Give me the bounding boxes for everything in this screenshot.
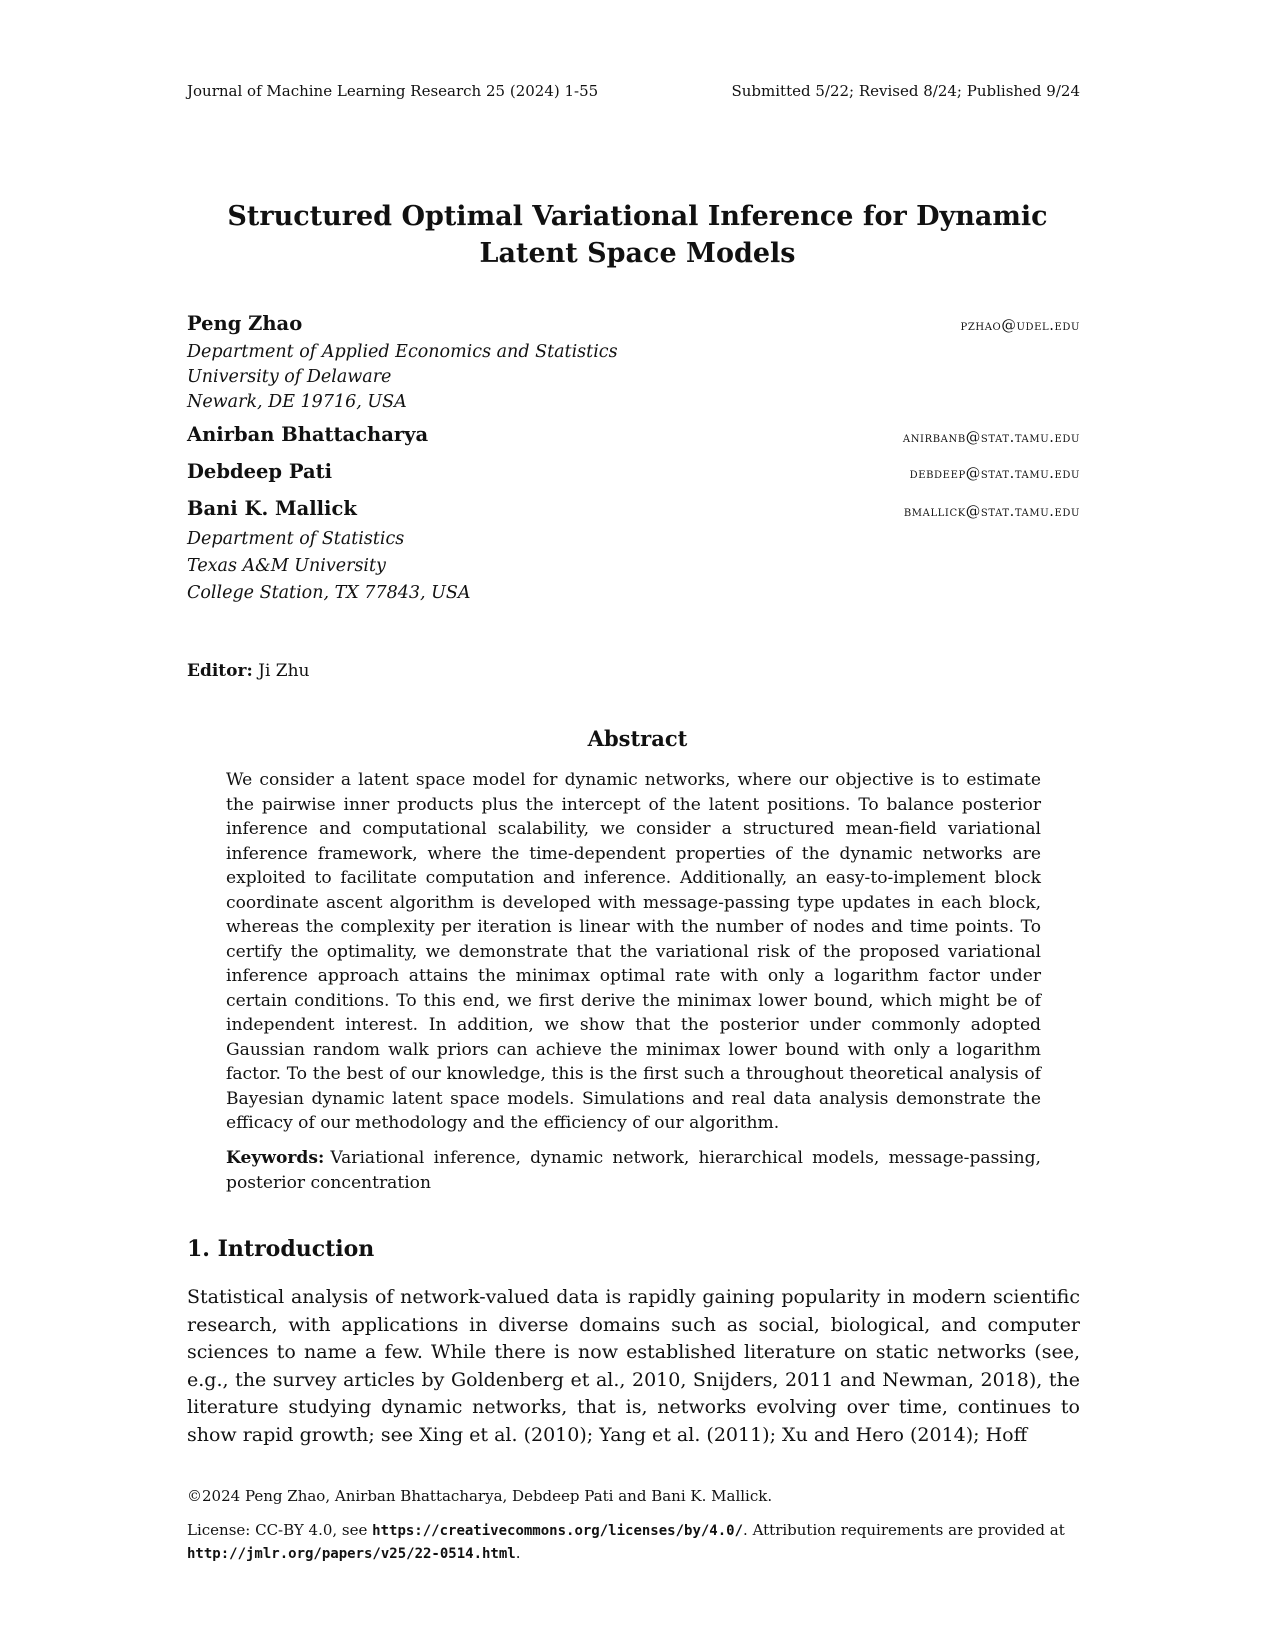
author-name: Peng Zhao bbox=[187, 312, 303, 335]
keywords bbox=[226, 1146, 1041, 1195]
author-name: Anirban Bhattacharya bbox=[187, 423, 429, 446]
abstract-heading: Abstract bbox=[587, 726, 688, 751]
keywords-label: Keywords: bbox=[226, 1148, 325, 1168]
license-mid: . Attribution requirements are provided at bbox=[743, 1521, 1065, 1539]
copyright-notice: ©2024 Peng Zhao, Anirban Bhattacharya, Debdeep Pati and Bani K. Mallick. bbox=[187, 1487, 773, 1505]
affiliation-line: Department of Applied Economics and Statistics bbox=[187, 342, 618, 362]
author-email[interactable]: pzhao@udel.edu bbox=[960, 318, 1080, 334]
license-link[interactable]: https://creativecommons.org/licenses/by/4.0/ bbox=[372, 1523, 744, 1539]
title-line-2: Latent Space Models bbox=[479, 238, 796, 269]
affiliation-line: Texas A&M University bbox=[187, 556, 386, 576]
author-email[interactable]: bmallick@stat.tamu.edu bbox=[903, 504, 1080, 520]
license-prefix: License: CC-BY 4.0, see bbox=[187, 1521, 373, 1539]
affiliation-line: University of Delaware bbox=[187, 367, 392, 387]
keywords-list: Variational inference, dynamic network, hierarchical models, message-passing, posterior concentration bbox=[226, 1148, 1041, 1193]
author-affiliation bbox=[187, 340, 618, 415]
paper-title bbox=[180, 198, 1095, 272]
affiliation-line: Department of Statistics bbox=[187, 529, 405, 549]
license-notice bbox=[187, 1519, 1077, 1565]
author-name: Bani K. Mallick bbox=[187, 497, 357, 520]
journal-header: Journal of Machine Learning Research 25 (2024) 1-55 bbox=[187, 82, 599, 100]
affiliation-line: College Station, TX 77843, USA bbox=[187, 583, 471, 603]
section-heading: 1. Introduction bbox=[187, 1236, 375, 1262]
author-email[interactable]: anirbanb@stat.tamu.edu bbox=[902, 430, 1080, 446]
paper-link[interactable]: http://jmlr.org/papers/v25/22-0514.html bbox=[187, 1546, 516, 1562]
submission-dates: Submitted 5/22; Revised 8/24; Published 9/24 bbox=[731, 82, 1080, 100]
intro-paragraph: Statistical analysis of network-valued data is rapidly gaining popularity in modern scientific research, with applications in diverse domains such as social, biological, and computer sciences to name a few. While there is now established literature on static networks (see, e.g., the survey articles by Goldenberg et al., 2010, Snijders, 2011 and Newman, 2018), the literature studying dynamic networks, that is, networks evolving over time, continues to show rapid growth; see Xing et al. (2010); Yang et al. (2011); Xu and Hero (2014); Hoff bbox=[187, 1286, 1080, 1446]
author-name: Debdeep Pati bbox=[187, 460, 333, 483]
affiliation-line: Newark, DE 19716, USA bbox=[187, 392, 407, 412]
title-line-1: Structured Optimal Variational Inference for Dynamic bbox=[227, 201, 1048, 232]
license-suffix: . bbox=[515, 1544, 521, 1562]
author-affiliation bbox=[187, 526, 470, 607]
abstract-body: We consider a latent space model for dynamic networks, where our objective is to estimate the pairwise inner products plus the intercept of the latent positions. To balance posterior inference and computational scalability, we consider a structured mean-field variational inference framework, where the time-dependent properties of the dynamic networks are exploited to facilitate computation and inference. Additionally, an easy-to-implement block coordinate ascent algorithm is developed with message-passing type updates in each block, whereas the complexity per iteration is linear with the number of nodes and time points. To certify the optimality, we demonstrate that the variational risk of the proposed variational inference approach attains the minimax optimal rate with only a logarithm factor under certain conditions. To this end, we first derive the minimax lower bound, which might be of independent interest. In addition, we show that the posterior under commonly adopted Gaussian random walk priors can achieve the minimax lower bound with only a logarithm factor. To the best of our knowledge, this is the first such a throughout theoretical analysis of Bayesian dynamic latent space models. Simulations and real data analysis demonstrate the efficacy of our methodology and the efficiency of our algorithm. bbox=[226, 770, 1041, 1133]
editor-label: Editor: bbox=[187, 661, 253, 681]
editor-name: Ji Zhu bbox=[258, 661, 310, 681]
editor-line bbox=[187, 661, 310, 681]
author-email[interactable]: debdeep@stat.tamu.edu bbox=[909, 466, 1080, 482]
